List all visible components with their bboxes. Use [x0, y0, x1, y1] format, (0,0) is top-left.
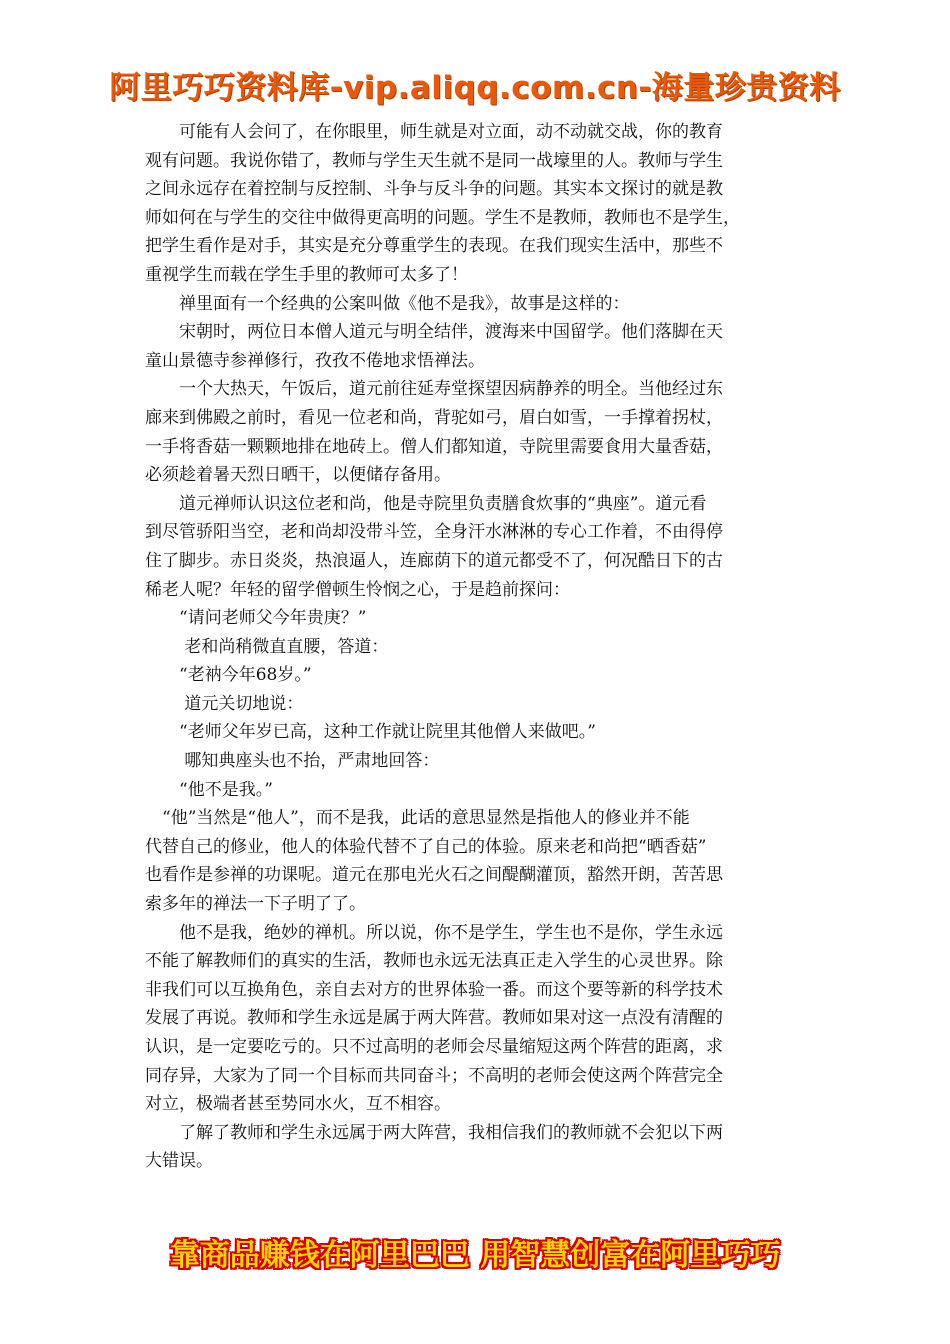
text-line: 也看作是参禅的功课呢。道元在那电光火石之间醍醐灌顶，豁然开朗，苦苦思	[145, 865, 723, 886]
text-line: 师如何在与学生的交往中做得更高明的问题。学生不是教师，教师也不是学生，	[145, 207, 740, 228]
text-line: 把学生看作是对手，其实是充分尊重学生的表现。在我们现实生活中，那些不	[145, 236, 723, 257]
footer-banner: 靠商品赚钱在阿里巴巴 用智慧创富在阿里巧巧	[169, 1238, 781, 1273]
text-line: “他”当然是“他人”，而不是我，此话的意思显然是指他人的修业并不能	[145, 808, 690, 829]
text-line: 认识，是一定要吃亏的。只不过高明的老师会尽量缩短这两个阵营的距离，求	[145, 1037, 723, 1057]
text-line: 发展了再说。教师和学生永远是属于两大阵营。教师如果对这一点没有清醒的	[145, 1008, 723, 1029]
text-line: 一手将香菇一颗颗地排在地砖上。僧人们都知道，寺院里需要食用大量香菇，	[145, 436, 723, 457]
text-line: 稀老人呢？年轻的留学僧顿生怜悯之心，于是趋前探问：	[145, 579, 570, 600]
text-line: 住了脚步。赤日炎炎，热浪逼人，连廊荫下的道元都受不了，何况酷日下的古	[145, 550, 723, 571]
text-line: 大错误。	[145, 1151, 213, 1172]
text-line: 索多年的禅法一下子明了了。	[145, 894, 366, 915]
text-line: 重视学生而载在学生手里的教师可太多了！	[145, 264, 468, 285]
text-line: 了解了教师和学生永远属于两大阵营，我相信我们的教师就不会犯以下两	[145, 1122, 723, 1143]
text-line: 非我们可以互换角色，亲自去对方的世界体验一番。而这个要等新的科学技术	[145, 979, 723, 1000]
text-line: “他不是我。”	[145, 779, 273, 800]
text-line: “老师父年岁已高，这种工作就让院里其他僧人来做吧。”	[145, 722, 596, 743]
text-line: 观有问题。我说你错了，教师与学生天生就不是同一战壕里的人。教师与学生	[145, 150, 723, 171]
text-line: 对立，极端者甚至势同水火，互不相容。	[145, 1094, 451, 1115]
text-line: 廊来到佛殿之前时，看见一位老和尚，背驼如弓，眉白如雪，一手撑着拐杖，	[145, 407, 723, 428]
text-line: 不能了解教师们的真实的生活，教师也永远无法真正走入学生的心灵世界。除	[145, 951, 723, 972]
text-line: 到尽管骄阳当空，老和尚却没带斗笠，全身汗水淋淋的专心工作着，不由得停	[145, 522, 723, 543]
text-line: “老衲今年68岁。”	[145, 665, 312, 686]
text-line: 他不是我，绝妙的禅机。所以说，你不是学生，学生也不是你，学生永远	[145, 922, 723, 943]
text-line: “请问老师父今年贵庚？”	[145, 608, 367, 629]
text-line: 哪知典座头也不抬，严肃地回答：	[145, 751, 440, 772]
article-body	[145, 118, 805, 1176]
text-line: 代替自己的修业，他人的体验代替不了自己的体验。原来老和尚把“晒香菇”	[145, 836, 707, 857]
text-line: 老和尚稍微直直腰，答道：	[145, 636, 389, 657]
text-line: 道元禅师认识这位老和尚，他是寺院里负责膳食炊事的“典座”。道元看	[145, 493, 707, 514]
text-line: 必须趁着暑天烈日晒干，以便储存备用。	[145, 465, 451, 486]
text-line: 一个大热天，午饭后，道元前往延寿堂探望因病静养的明全。当他经过东	[145, 379, 723, 400]
text-line: 宋朝时，两位日本僧人道元与明全结伴，渡海来中国留学。他们落脚在天	[145, 322, 723, 343]
text-line: 童山景德寺参禅修行，孜孜不倦地求悟禅法。	[145, 350, 485, 371]
text-line: 可能有人会问了，在你眼里，师生就是对立面，动不动就交战，你的教育	[145, 122, 723, 142]
text-line: 同存异，大家为了同一个目标而共同奋斗；不高明的老师会使这两个阵营完全	[145, 1065, 723, 1086]
text-line: 道元关切地说：	[145, 693, 304, 714]
text-line: 禅里面有一个经典的公案叫做《他不是我》，故事是这样的：	[145, 293, 630, 314]
text-line: 之间永远存在着控制与反控制、斗争与反斗争的问题。其实本文探讨的就是教	[145, 179, 723, 200]
header-banner: 阿里巧巧资料库-vip.aliqq.com.cn-海量珍贵资料	[109, 70, 841, 106]
